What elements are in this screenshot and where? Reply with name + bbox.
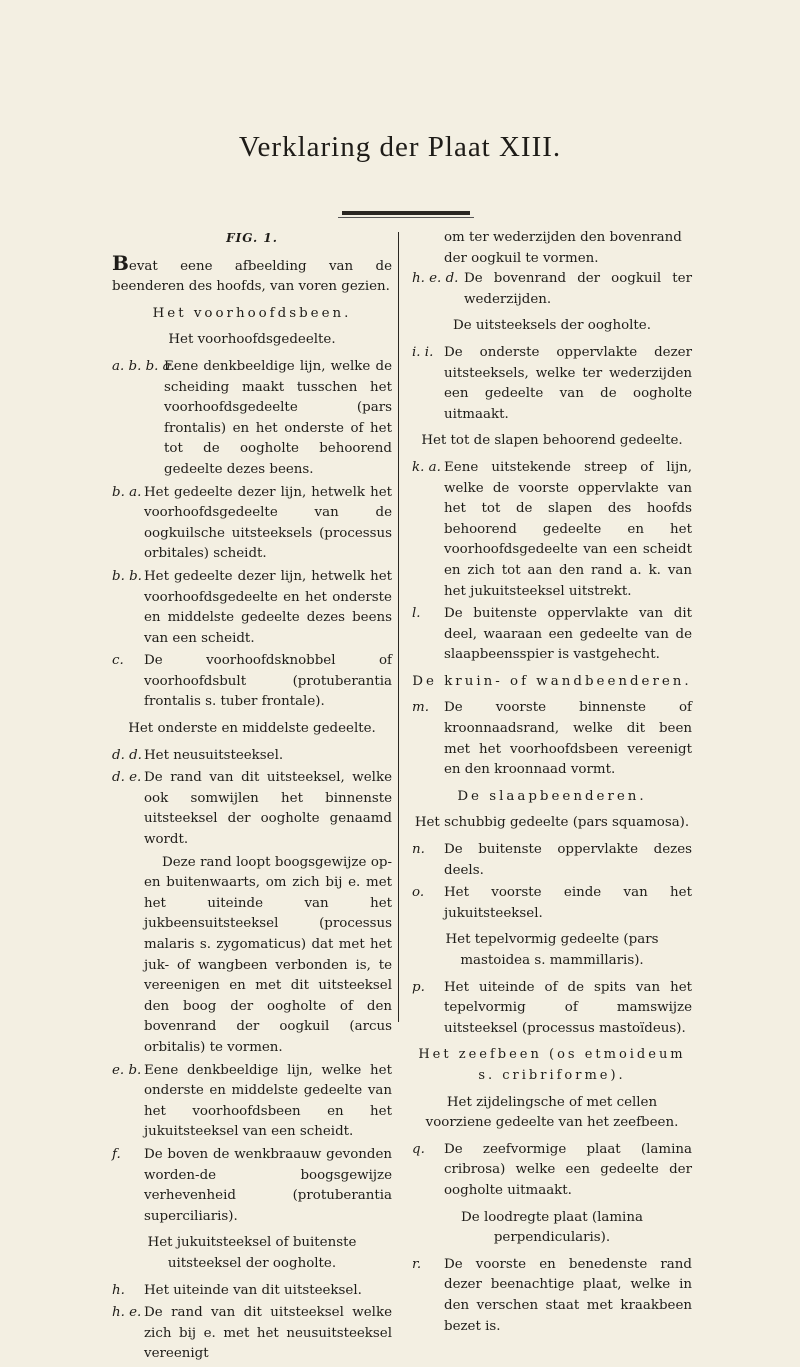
entry-text: De rand van dit uitsteeksel welke zich bij e. met het neusuitsteeksel vereenigt: [144, 1305, 392, 1362]
entry-text: Het gedeelte dezer lijn, hetwelk het voorhoofdsgedeelte en het onderste en middelste gedeelte dezes beens van een scheidt.: [144, 568, 392, 646]
entry-text: De onderste oppervlakte dezer uitsteeksels, welke ter wederzijden een gedeelte van de oogholte uitmaakt.: [444, 344, 692, 422]
entry-label: b. a.: [112, 484, 142, 500]
entry-label: c.: [112, 653, 124, 669]
title-rule: [342, 211, 470, 215]
figure-label: FIG. 1.: [226, 231, 278, 245]
entry-label: m.: [412, 700, 429, 716]
entry-label: k. a.: [412, 459, 441, 475]
drop-cap: B: [112, 250, 129, 275]
entry: [412, 458, 692, 602]
entry-text: Eene denkbeeldige lijn, welke de scheiding maakt tusschen het voorhoofdsgedeelte (pars frontalis) en het onderste of het tot de oogholte behoorend gedeelte dezes beens.: [164, 358, 392, 477]
entry: [112, 1281, 392, 1302]
entry: [112, 567, 392, 649]
entry-label: p.: [412, 979, 425, 995]
entry-label: f.: [112, 1146, 121, 1162]
entry-text: Eene denkbeeldige lijn, welke het onderste en middelste gedeelte van het voorhoofdsbeen en het jukuitsteeksel van een scheidt.: [144, 1062, 392, 1140]
heading-loodregte: De loodregte plaat (lamina perpendicularis).: [461, 1209, 643, 1246]
entry-text: Het gedeelte dezer lijn, hetwelk het voorhoofdsgedeelte van de oogkuilsche uitsteeksels (processus orbitales) scheidt.: [144, 484, 392, 562]
entry: [112, 768, 392, 850]
heading-slaap: De slaapbeenderen.: [457, 788, 647, 804]
heading-schub: Het schubbig gedeelte (pars squamosa).: [414, 815, 690, 831]
heading-zeefbeen: Het zeefbeen (os etmoideum s. cribriforme).: [418, 1047, 686, 1083]
left-column: [112, 228, 392, 1367]
entry: [412, 698, 692, 780]
intro-text: evat eene afbeelding van de beenderen des hoofds, van voren gezien.: [112, 258, 392, 295]
page-title: Verklaring der Plaat XIII.: [238, 131, 562, 163]
entry: [112, 1145, 392, 1227]
entry-text: De buitenste oppervlakte van dit deel, waaraan een gedeelte van de slaapbeensspier is vastgehecht.: [444, 606, 692, 663]
heading-uitsteeksels: De uitsteeksels der oogholte.: [452, 318, 651, 334]
entry-label: h. e.: [112, 1305, 142, 1321]
entry: [112, 651, 392, 713]
entry: [412, 840, 692, 881]
heading-slapen: Het tot de slapen behoorend gedeelte.: [421, 433, 683, 449]
entry-label: i. i.: [412, 344, 434, 360]
entry-label: b. b.: [112, 568, 142, 584]
heading-lower: Het onderste en middelste gedeelte.: [128, 721, 376, 737]
heading-kruin: De kruin- of wandbeenderen.: [412, 673, 692, 689]
entry-text: Eene uitstekende streep of lijn, welke de voorste oppervlakte van het tot de slapen des hoofds behoorend gedeelte en het voorhoofdsgedeelte van een scheidt en zich tot aan den rand a. k. van het jukuitsteeksel uitstrekt.: [444, 459, 692, 599]
intro-paragraph: [112, 250, 392, 298]
column-divider: [398, 232, 399, 1022]
entry: [112, 357, 392, 481]
entry-label: a. b. b. a.: [112, 358, 175, 374]
entry-text: De boven de wenkbraauw gevonden worden-de boogsgewijze verhevenheid (protuberantia superciliaris).: [144, 1146, 392, 1224]
heading-juk: Het jukuitsteeksel of buitenste uitsteeksel der oogholte.: [147, 1235, 357, 1271]
entry: [412, 343, 692, 425]
entry-text: Het voorste einde van het jukuitsteeksel.: [444, 885, 692, 921]
continued-text: om ter wederzijden den bovenrand der oogkuil te vormen.: [444, 230, 682, 266]
entry-text: Het uiteinde van dit uitsteeksel.: [144, 1282, 362, 1298]
entry-text: De voorste en benedenste rand dezer beenachtige plaat, welke in den verschen staat met kraakbeen bezet is.: [444, 1256, 692, 1334]
entry-text: De voorste binnenste of kroonnaadsrand, welke dit been met het voorhoofdsbeen vereenigt en den kroonnaad vormt.: [444, 700, 692, 778]
entry: [412, 604, 692, 666]
entry: [112, 483, 392, 565]
entry-label: h.: [112, 1282, 125, 1298]
entry: [412, 1255, 692, 1337]
entry-text: Het uiteinde of de spits van het tepelvormig of mamswijze uitsteeksel (processus mastoïdeus).: [444, 979, 692, 1036]
entry-text: De bovenrand der oogkuil ter wederzijden.: [464, 271, 692, 307]
entry-label: r.: [412, 1256, 422, 1272]
heading-tepel: Het tepelvormig gedeelte (pars mastoidea s. mammillaris).: [445, 932, 659, 968]
entry-label: n.: [412, 842, 425, 858]
entry-text: De rand van dit uitsteeksel, welke ook somwijlen het binnenste uitsteeksel der oogholte genaamd wordt.: [144, 770, 392, 848]
entry-label: q.: [412, 1141, 425, 1157]
entry-text: De voorhoofdsknobbel of voorhoofdsbult (protuberantia frontalis s. tuber frontale).: [144, 653, 392, 710]
entry: [112, 746, 392, 767]
entry-label: h. e. d.: [412, 271, 459, 287]
entry-text: De zeefvormige plaat (lamina cribrosa) welke een gedeelte der oogholte uitmaakt.: [444, 1141, 692, 1198]
entry-text: De buitenste oppervlakte dezes deels.: [444, 842, 692, 878]
description-paragraph: Deze rand loopt boogsgewijze op- en buitenwaarts, om zich bij e. met het uiteinde van het jukbeensuitsteeksel (processus malaris s. zygomaticus) dat met het juk- of wangbeen verbonden is, te vereenigen en met dit uitsteeksel den boog der oogholte of den bovenrand der oogkuil (arcus orbitalis) te vormen.: [144, 854, 392, 1055]
heading-part: Het voorhoofdsgedeelte.: [168, 332, 336, 348]
entry-label: o.: [412, 885, 425, 901]
entry-label: e. b.: [112, 1062, 142, 1078]
entry: [412, 269, 692, 310]
entry: [412, 978, 692, 1040]
right-column: [412, 228, 692, 1339]
entry-text: Het neusuitsteeksel.: [144, 747, 284, 763]
entry-label: l.: [412, 606, 421, 622]
entry: [412, 1140, 692, 1202]
entry: [412, 883, 692, 924]
heading-bone: Het voorhoofdsbeen.: [152, 305, 352, 321]
entry: [112, 1061, 392, 1143]
entry: [112, 1303, 392, 1365]
entry-label: d. e.: [112, 770, 142, 786]
entry-label: d. d.: [112, 747, 142, 763]
heading-zijdelingsche: Het zijdelingsche of met cellen voorziene gedeelte van het zeefbeen.: [425, 1094, 679, 1131]
